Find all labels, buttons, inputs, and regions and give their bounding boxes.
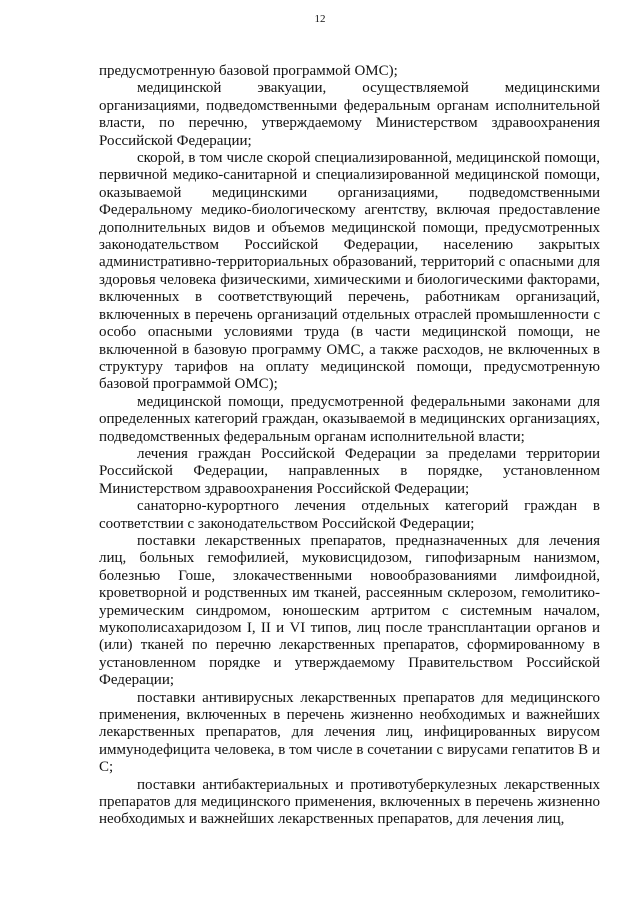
- paragraph-antibacterial-supply: поставки антибактериальных и противотуберкулезных лекарственных препаратов для медицинского применения, включенных в перечень жизненно необходимых и важнейших лекарственных препаратов, для лечения лиц,: [99, 776, 600, 828]
- paragraph-drug-supply: поставки лекарственных препаратов, предназначенных для лечения лиц, больных гемофилией, муковисцидозом, гипофизарным нанизмом, болезнью Гоше, злокачественными новообразованиями лимфоидной, кроветворной и родственных им тканей, рассеянным склерозом, гемолитико-уремическим синдромом, юношеским артритом с системным началом, мукополисахаридозом I, II и VI типов, лиц после трансплантации органов и (или) тканей по перечню лекарственных препаратов, сформированному в установленном порядке и утверждаемому Правительством Российской Федерации;: [99, 532, 600, 689]
- paragraph-emergency-care: скорой, в том числе скорой специализированной, медицинской помощи, первичной медико-санитарной и специализированной медицинской помощи, оказываемой медицинскими организациями, подведомственными Федеральному медико-биологическому агентству, включая предоставление дополнительных видов и объемов медицинской помощи, предусмотренных законодательством Российской Федерации, населению закрытых административно-территориальных образований, территорий с опасными для здоровья человека физическими, химическими и биологическими факторами, включенных в соответствующий перечень, работникам организаций, включенных в перечень организаций отдельных отраслей промышленности с особо опасными условиями труда (в части медицинской помощи, не включенной в базовую программу ОМС, а также расходов, не включенных в структуру тарифов на оплату медицинской помощи, предусмотренную базовой программой ОМС);: [99, 150, 600, 393]
- paragraph-continuation: предусмотренную базовой программой ОМС);: [99, 63, 398, 79]
- page-number: 12: [314, 13, 326, 25]
- document-body: [99, 63, 600, 829]
- paragraph-antiviral-supply: поставки антивирусных лекарственных препаратов для медицинского применения, включенных в перечень жизненно необходимых и важнейших лекарственных препаратов, для лечения лиц, инфицированных вирусом иммунодефицита человека, в том числе в сочетании с вирусами гепатитов B и C;: [99, 689, 600, 776]
- paragraph-federal-law-care: медицинской помощи, предусмотренной федеральными законами для определенных категорий граждан, оказываемой в медицинских организациях, подведомственных федеральным органам исполнительной власти;: [99, 393, 600, 445]
- paragraph-sanatorium: санаторно-курортного лечения отдельных категорий граждан в соответствии с законодательством Российской Федерации;: [99, 498, 600, 532]
- paragraph-medical-evacuation: медицинской эвакуации, осуществляемой медицинскими организациями, подведомственными федеральным органам исполнительной власти, по перечню, утверждаемому Министерством здравоохранения Российской Федерации;: [99, 80, 600, 149]
- paragraph-treatment-abroad: лечения граждан Российской Федерации за пределами территории Российской Федерации, направленных в порядке, установленном Министерством здравоохранения Российской Федерации;: [99, 445, 600, 497]
